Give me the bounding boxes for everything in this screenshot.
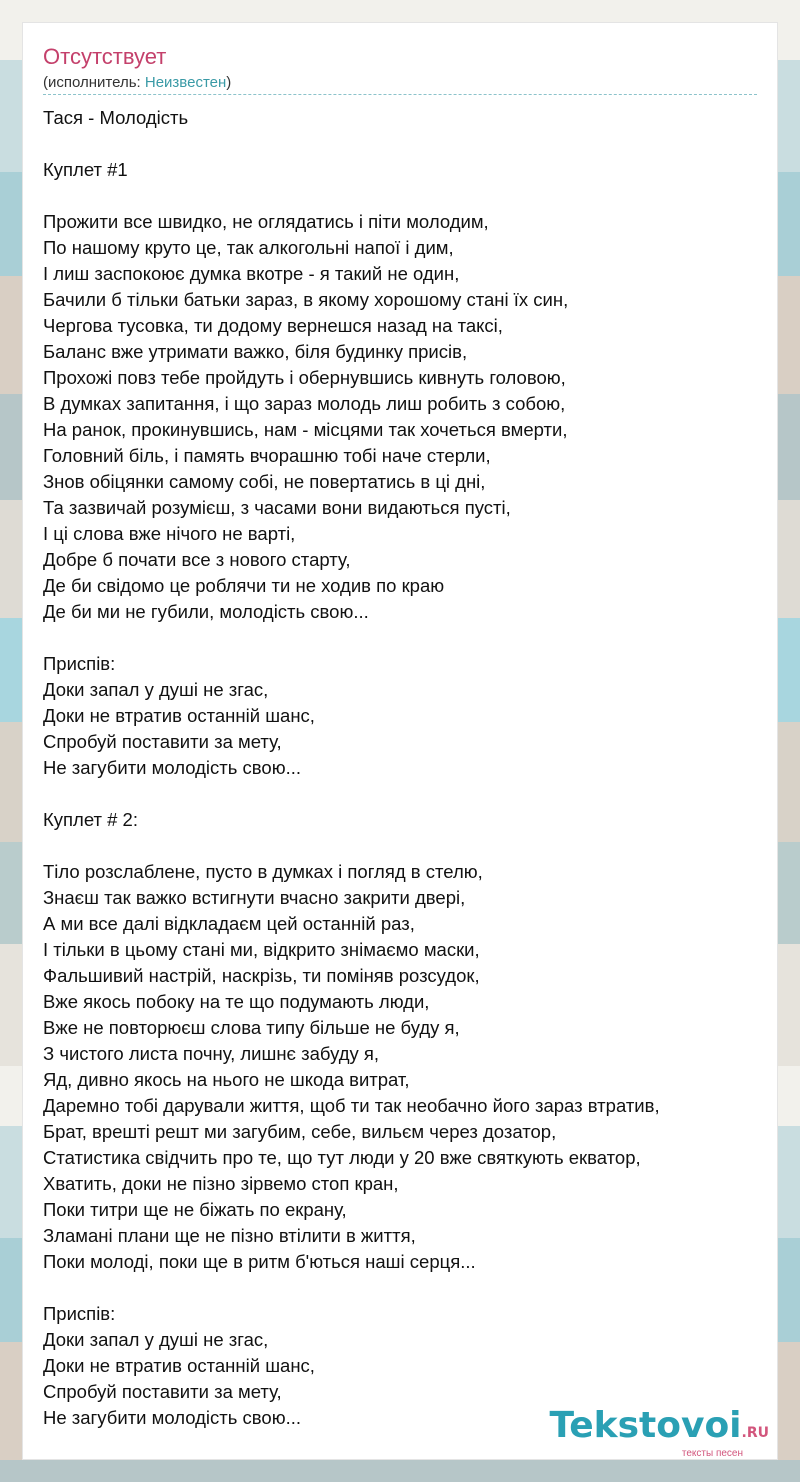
lyric-line: Хватить, доки не пізно зірвемо стоп кран, bbox=[43, 1173, 399, 1194]
performer-link[interactable]: Неизвестен bbox=[144, 74, 227, 91]
lyric-line: Доки не втратив останній шанс, bbox=[43, 705, 315, 726]
header-divider bbox=[43, 94, 757, 95]
lyric-line: Зламані плани ще не пізно втілити в життя, bbox=[43, 1225, 416, 1246]
lyric-line bbox=[43, 1275, 759, 1301]
lyric-line: Та зазвичай розумієш, з часами вони видаються пусті, bbox=[43, 497, 511, 518]
lyric-line: Поки титри ще не біжать по екрану, bbox=[43, 1199, 347, 1220]
lyric-line: На ранок, прокинувшись, нам - місцями так хочеться вмерти, bbox=[43, 419, 568, 440]
lyric-line: Спробуй поставити за мету, bbox=[43, 1381, 282, 1402]
lyric-line: Приспів: bbox=[43, 1303, 116, 1324]
lyric-line: Фальшивий настрій, наскрізь, ти поміняв розсудок, bbox=[43, 965, 480, 986]
lyric-line: Баланс вже утримати важко, біля будинку присів, bbox=[43, 341, 468, 362]
lyric-line: Знов обіцянки самому собі, не повертатись в ці дні, bbox=[43, 471, 486, 492]
lyric-line: Головний біль, і память вчорашню тобі наче стерли, bbox=[43, 445, 491, 466]
lyric-line bbox=[43, 625, 759, 651]
lyric-line: Доки запал у душі не згас, bbox=[43, 1329, 269, 1350]
performer-info bbox=[43, 73, 231, 93]
logo-main-text: Tekstovoi bbox=[549, 1405, 742, 1446]
lyrics-text bbox=[43, 105, 759, 1431]
lyric-line bbox=[43, 781, 759, 807]
lyrics-page bbox=[22, 22, 778, 1460]
lyric-line: Даремно тобі дарували життя, щоб ти так необачно його зараз втратив, bbox=[43, 1095, 660, 1116]
lyric-line: Тася - Молодість bbox=[43, 107, 189, 128]
lyric-line: І ці слова вже нічого не варті, bbox=[43, 523, 296, 544]
lyric-line: І лиш заспокоює думка вкотре - я такий не один, bbox=[43, 263, 460, 284]
lyric-line: Статистика свідчить про те, що тут люди у 20 вже святкують екватор, bbox=[43, 1147, 641, 1168]
lyric-line: І тільки в цьому стані ми, відкрито знімаємо маски, bbox=[43, 939, 480, 960]
logo-domain-suffix: .RU bbox=[741, 1425, 769, 1441]
lyric-line: Доки запал у душі не згас, bbox=[43, 679, 269, 700]
lyric-line: Де би свідомо це роблячи ти не ходив по краю bbox=[43, 575, 445, 596]
lyric-line bbox=[43, 131, 759, 157]
lyric-line: Добре б почати все з нового старту, bbox=[43, 549, 351, 570]
lyric-line: Куплет #1 bbox=[43, 159, 128, 180]
lyric-line: Не загубити молодість свою... bbox=[43, 1407, 301, 1428]
lyric-line: Чергова тусовка, ти додому вернешся назад на таксі, bbox=[43, 315, 503, 336]
lyric-line: Прожити все швидко, не оглядатись і піти молодим, bbox=[43, 211, 489, 232]
lyric-line: Де би ми не губили, молодість свою... bbox=[43, 601, 369, 622]
site-logo[interactable] bbox=[549, 1407, 769, 1459]
lyric-line: Поки молоді, поки ще в ритм б'ються наші серця... bbox=[43, 1251, 476, 1272]
lyric-line: Бачили б тільки батьки зараз, в якому хорошому стані їх син, bbox=[43, 289, 569, 310]
lyric-line: Вже якось побоку на те що подумають люди, bbox=[43, 991, 430, 1012]
lyric-line: З чистого листа почну, лишнє забуду я, bbox=[43, 1043, 380, 1064]
lyric-line bbox=[43, 183, 759, 209]
performer-suffix: ) bbox=[226, 74, 232, 91]
lyric-line: Не загубити молодість свою... bbox=[43, 757, 301, 778]
lyric-line: Вже не повторюєш слова типу більше не буду я, bbox=[43, 1017, 460, 1038]
lyric-line: В думках запитання, і що зараз молодь лиш робить з собою, bbox=[43, 393, 566, 414]
performer-prefix: (исполнитель: bbox=[43, 74, 145, 91]
lyric-line: Брат, врешті решт ми загубим, себе, вильєм через дозатор, bbox=[43, 1121, 557, 1142]
lyric-line: Яд, дивно якось на нього не шкода витрат, bbox=[43, 1069, 410, 1090]
lyric-line: По нашому круто це, так алкогольні напої і дим, bbox=[43, 237, 454, 258]
lyric-line: Спробуй поставити за мету, bbox=[43, 731, 282, 752]
logo-tagline: тексты песен bbox=[681, 1448, 743, 1459]
lyric-line: Приспів: bbox=[43, 653, 116, 674]
lyric-line: Доки не втратив останній шанс, bbox=[43, 1355, 315, 1376]
lyric-line bbox=[43, 833, 759, 859]
lyric-line: А ми все далі відкладаєм цей останній раз, bbox=[43, 913, 415, 934]
song-title: Отсутствует bbox=[43, 44, 167, 69]
lyric-line: Тіло розслаблене, пусто в думках і погляд в стелю, bbox=[43, 861, 483, 882]
lyric-line: Куплет # 2: bbox=[43, 809, 138, 830]
logo-wordmark bbox=[549, 1407, 769, 1452]
lyric-line: Прохожі повз тебе пройдуть і обернувшись кивнуть головою, bbox=[43, 367, 566, 388]
lyric-line: Знаєш так важко встигнути вчасно закрити двері, bbox=[43, 887, 466, 908]
